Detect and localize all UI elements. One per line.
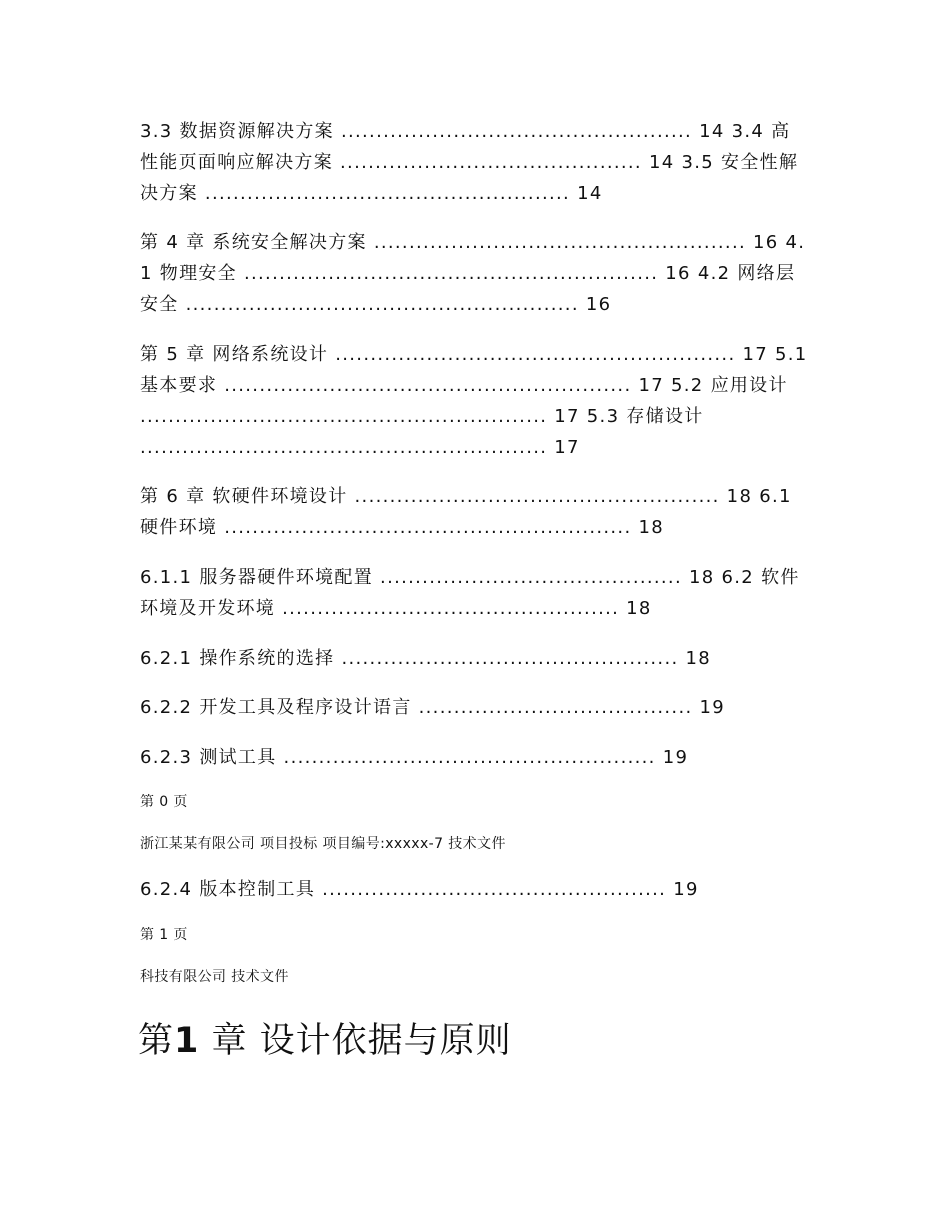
page-header-text: 浙江某某有限公司 项目投标 项目编号:xxxxx-7 技术文件 — [140, 836, 506, 852]
toc-entry-text: 6.2.2 开发工具及程序设计语言 ....................................... 19 — [140, 697, 726, 718]
toc-entry-6-2-4[interactable] — [140, 874, 808, 905]
toc-entry-chapter-5[interactable] — [140, 339, 808, 463]
toc-entry-text: 6.2.4 版本控制工具 ................................................. 19 — [140, 879, 699, 900]
toc-entry-text: 第 5 章 网络系统设计 ......................................................... 17 5.1 基本要求 .......................................................... 17 5.2 应用设计 .......................................................... 17 5.3 存储设计 .......................................................... 17 — [140, 344, 808, 458]
toc-entry-6-2-1[interactable] — [140, 643, 808, 674]
toc-entry-text: 第 4 章 系统安全解决方案 ..................................................... 16 4.1 物理安全 ........................................................... 16 4.2 网络层安全 ........................................................ 16 — [140, 232, 806, 315]
chapter-heading-title: 章 设计依据与原则 — [211, 1021, 512, 1061]
page-header-text: 科技有限公司 技术文件 — [140, 969, 289, 985]
toc-entry-text: 第 6 章 软硬件环境设计 .................................................... 18 6.1 硬件环境 .......................................................... 18 — [140, 486, 792, 538]
chapter-heading-number: 1 — [174, 1021, 200, 1061]
page-footer-number: 第 0 页 — [140, 794, 188, 810]
toc-entry-6-1-1[interactable] — [140, 562, 808, 624]
toc-entry-6-2-2[interactable] — [140, 692, 808, 723]
toc-entry-chapter-4[interactable] — [140, 227, 808, 320]
chapter-heading-prefix: 第 — [138, 1021, 175, 1061]
toc-entry-text: 3.3 数据资源解决方案 .................................................. 14 3.4 高性能页面响应解决方案 ........................................... 14 3.5 安全性解决方案 .................................................... 14 — [140, 121, 799, 204]
page-footer-number: 第 1 页 — [140, 927, 188, 943]
toc-entry-text: 6.1.1 服务器硬件环境配置 ........................................... 18 6.2 软件环境及开发环境 ................................................ 18 — [140, 567, 800, 619]
toc-entry-6-2-3[interactable] — [140, 742, 808, 773]
chapter-heading — [138, 1019, 512, 1063]
toc-entry-chapter-6[interactable] — [140, 481, 808, 543]
toc-entry-3-3[interactable] — [140, 116, 808, 209]
toc-entry-text: 6.2.1 操作系统的选择 ................................................ 18 — [140, 648, 712, 669]
toc-entry-text: 6.2.3 测试工具 ..................................................... 19 — [140, 747, 689, 768]
